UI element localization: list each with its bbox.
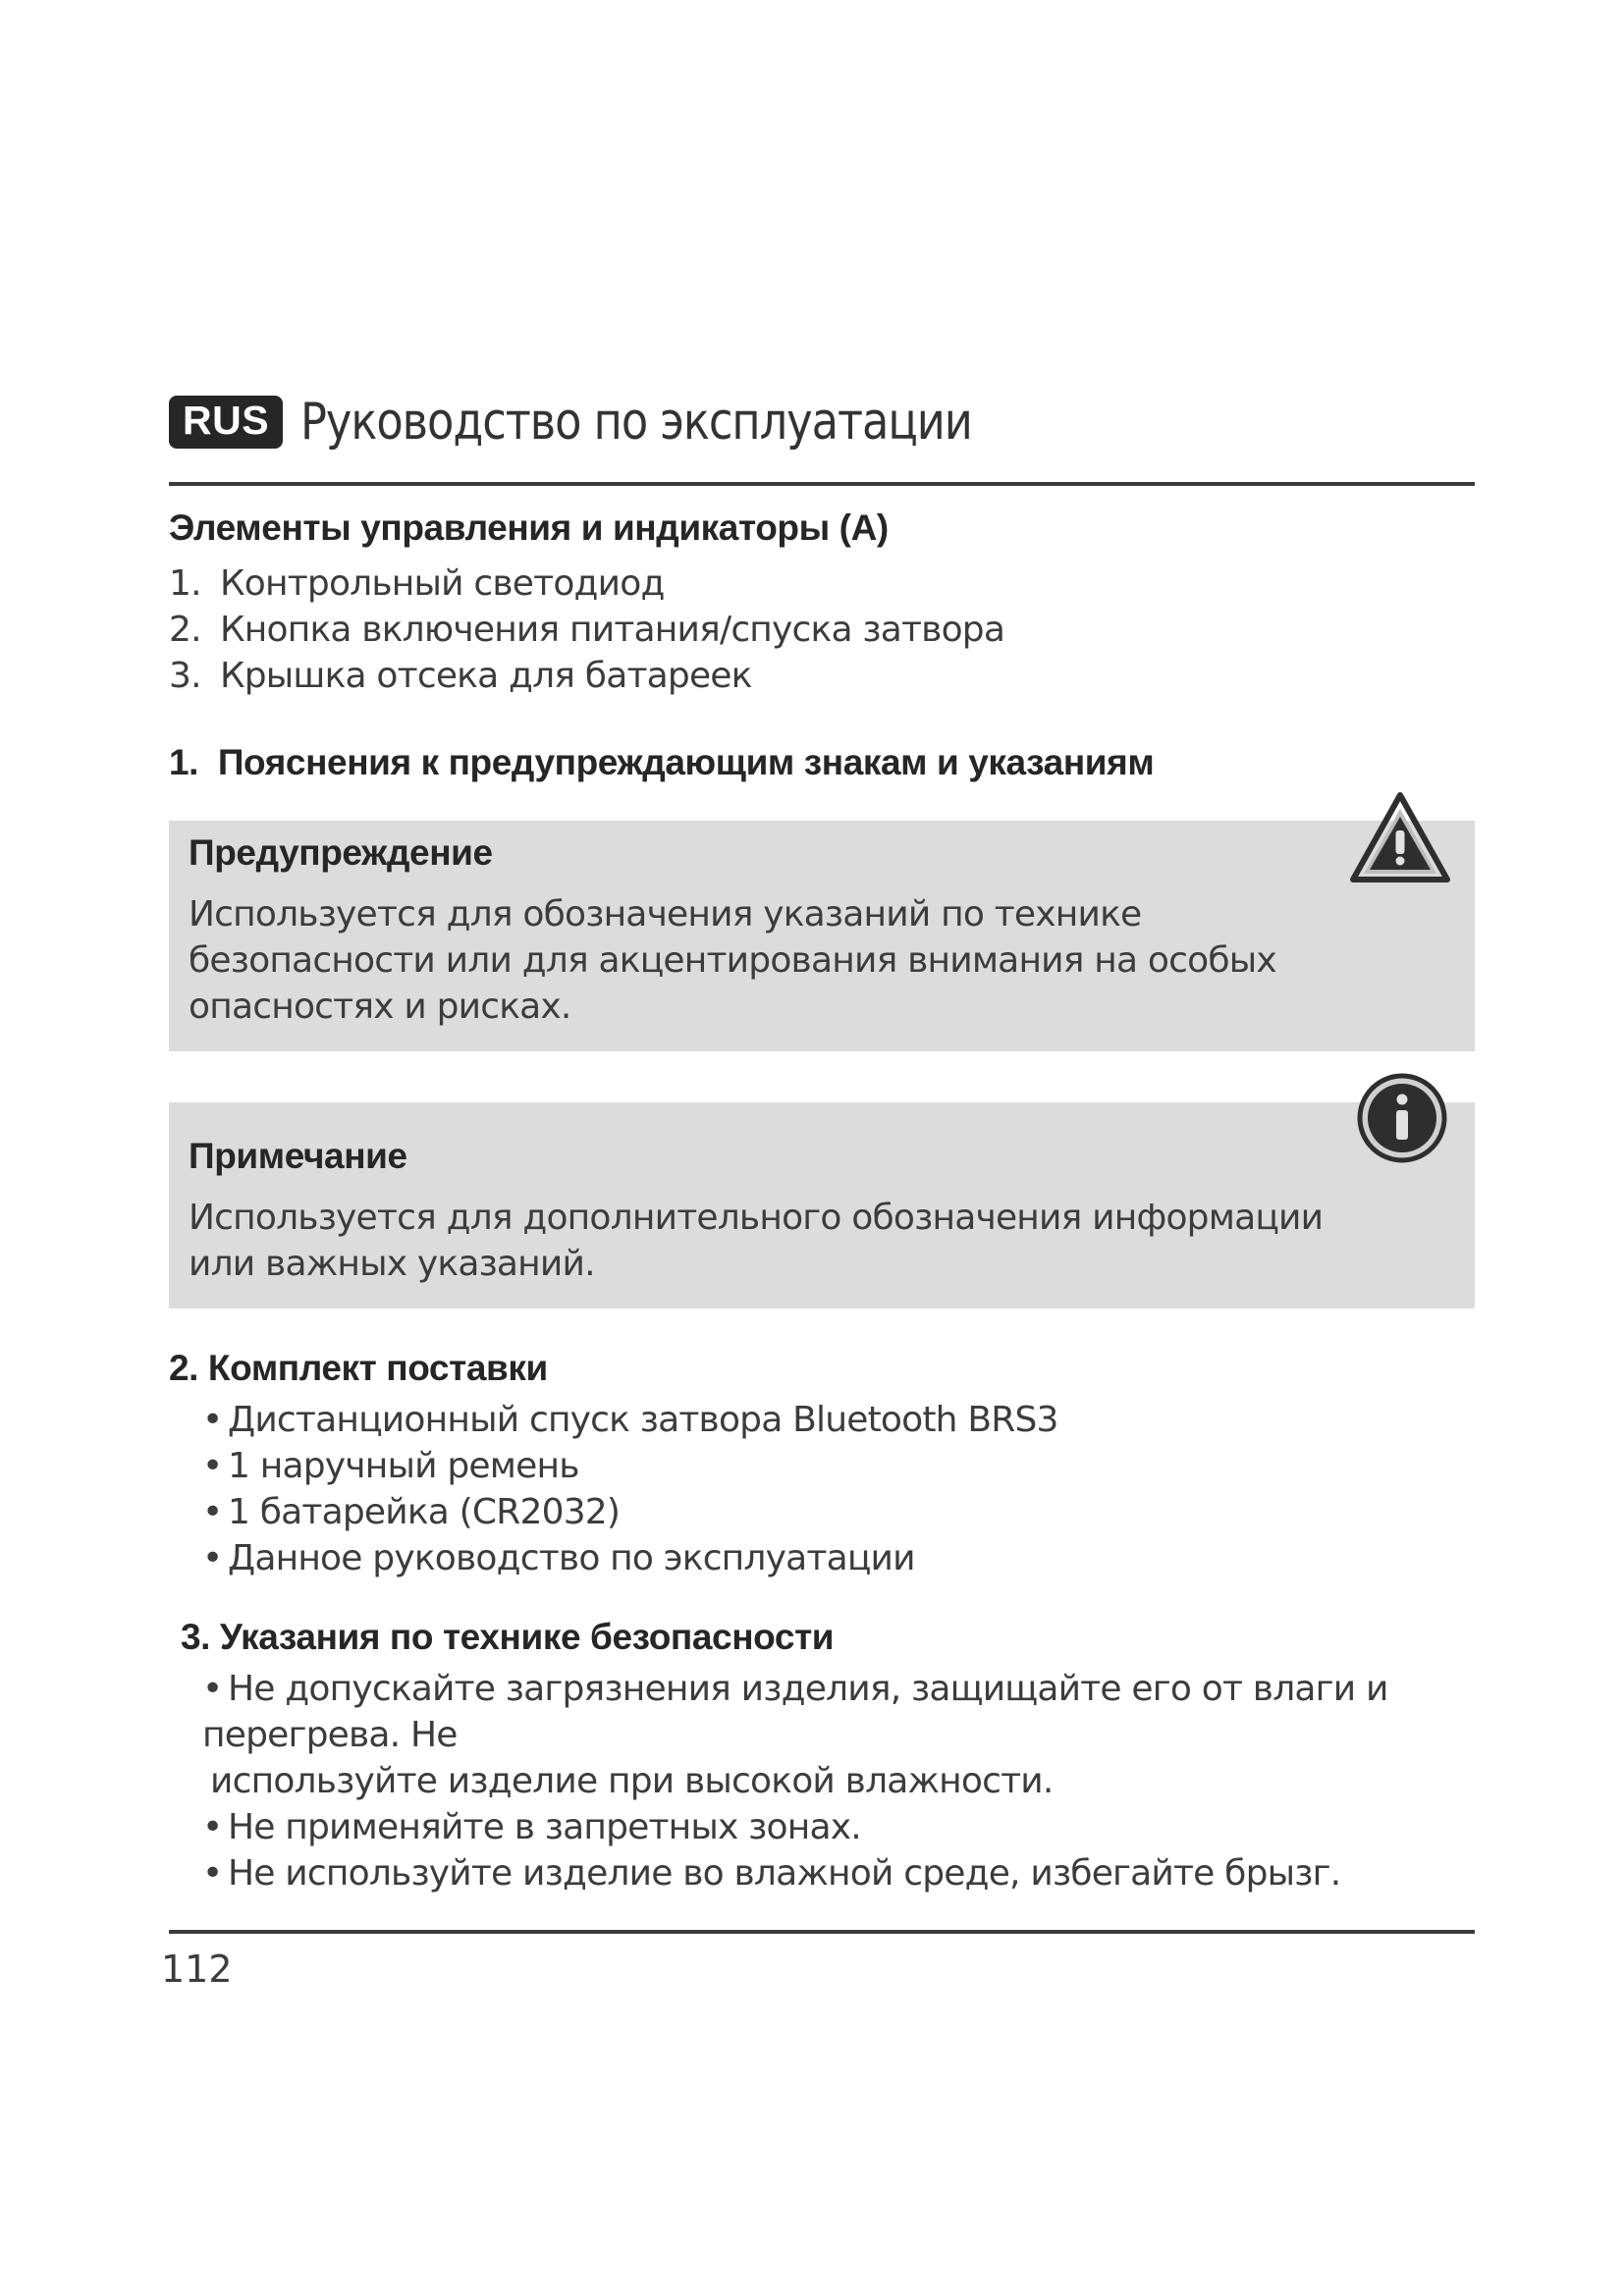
note-box [169, 1102, 1475, 1308]
delivery-item-text: 1 наручный ремень [228, 1446, 579, 1486]
section1-heading: 1. Пояснения к предупреждающим знакам и указаниям [169, 742, 1155, 782]
page-header [169, 388, 1475, 456]
safety-list [169, 1666, 1475, 1896]
bullet-icon: • [202, 1446, 223, 1486]
warning-text: Используется для обозначения указаний по технике безопасности или для акцентирования внимания на особых опасностях и рисках. [189, 894, 1276, 1027]
controls-heading: Элементы управления и индикаторы (A) [169, 507, 889, 548]
controls-item [169, 607, 1475, 653]
note-title: Примечание [189, 1136, 407, 1176]
safety-item-text: Не используйте изделие во влажной среде, избегайте брызг. [228, 1853, 1341, 1894]
delivery-item-text: Дистанционный спуск затвора Bluetooth BRS3 [228, 1400, 1058, 1440]
bullet-icon: • [202, 1807, 223, 1847]
warning-title: Предупреждение [189, 832, 493, 873]
controls-item-number: 1. [169, 563, 201, 604]
safety-item-text: Не допускайте загрязнения изделия, защищайте его от влаги и перегрева. Не [202, 1669, 1388, 1755]
note-text: Используется для дополнительного обозначения информации или важных указаний. [189, 1198, 1324, 1284]
bullet-icon: • [202, 1492, 223, 1532]
language-badge: RUS [169, 396, 283, 448]
controls-list [169, 561, 1475, 699]
header-divider [169, 482, 1475, 486]
safety-item [202, 1850, 1475, 1896]
bullet-icon: • [202, 1538, 223, 1578]
warning-box [169, 821, 1475, 1051]
safety-item-text-continued: используйте изделие при высокой влажности. [210, 1761, 1054, 1801]
delivery-item [202, 1535, 1475, 1581]
info-icon [1357, 1073, 1447, 1163]
manual-page [161, 388, 1475, 1991]
controls-item [169, 653, 1475, 699]
controls-item-text: Кнопка включения питания/спуска затвора [220, 610, 1005, 650]
delivery-item [202, 1397, 1475, 1443]
warning-triangle-icon [1349, 791, 1451, 885]
delivery-item [202, 1443, 1475, 1489]
controls-item-text: Крышка отсека для батареек [220, 656, 752, 696]
footer-divider [169, 1930, 1475, 1934]
section2-heading: 2. Комплект поставки [169, 1348, 548, 1388]
bullet-icon: • [202, 1669, 223, 1709]
section3-heading: 3. Указания по технике безопасности [181, 1617, 835, 1657]
bullet-icon: • [202, 1853, 223, 1894]
delivery-item [202, 1489, 1475, 1535]
bullet-icon: • [202, 1400, 223, 1440]
document-title: Руководство по эксплуатации [300, 393, 972, 452]
delivery-list [169, 1397, 1475, 1581]
controls-item-number: 3. [169, 656, 201, 696]
controls-item-number: 2. [169, 610, 201, 650]
delivery-item-text: 1 батарейка (CR2032) [228, 1492, 621, 1532]
page-number: 112 [161, 1948, 233, 1991]
controls-item-text: Контрольный светодиод [220, 563, 665, 604]
delivery-item-text: Данное руководство по эксплуатации [228, 1538, 915, 1578]
safety-item [202, 1666, 1475, 1804]
safety-item-text: Не применяйте в запретных зонах. [228, 1807, 861, 1847]
safety-item [202, 1804, 1475, 1850]
controls-item [169, 561, 1475, 607]
